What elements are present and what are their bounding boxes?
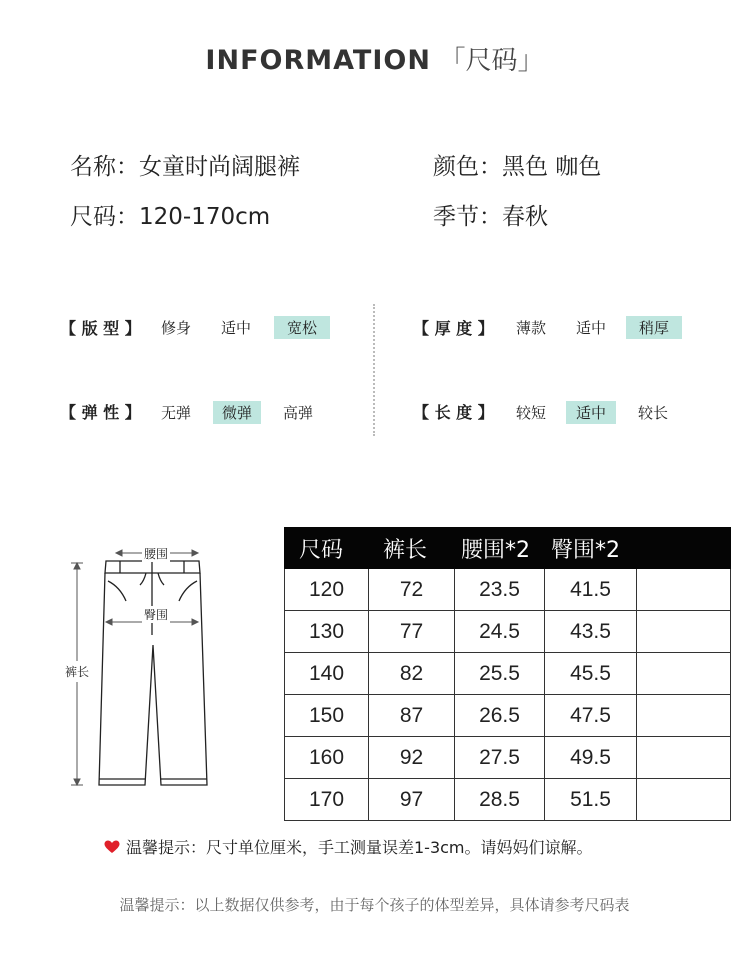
table-row: [285, 569, 731, 611]
attr-stretch-label: 【 弹 性 】: [60, 403, 141, 422]
product-name: 名称：女童时尚阔腿裤: [70, 154, 300, 180]
table-header-hip: 臀围*2: [545, 528, 637, 569]
table-cell: 25.5: [455, 653, 545, 695]
table-cell: 150: [285, 695, 369, 737]
table-cell: 87: [369, 695, 455, 737]
heart-icon: [104, 840, 120, 854]
table-header-length: 裤长: [369, 528, 455, 569]
attr-length-option-short: 较短: [516, 404, 547, 422]
table-cell: [637, 737, 731, 779]
table-cell: 24.5: [455, 611, 545, 653]
table-cell: 28.5: [455, 779, 545, 821]
attr-fit-label: 【 版 型 】: [60, 319, 141, 338]
attr-length-label: 【 长 度 】: [413, 403, 494, 422]
title-bracket-open: 「: [439, 46, 466, 76]
table-header-row: [285, 528, 731, 569]
attr-thickness-label: 【 厚 度 】: [413, 319, 494, 338]
table-cell: 49.5: [545, 737, 637, 779]
table-cell: 160: [285, 737, 369, 779]
table-cell: 170: [285, 779, 369, 821]
table-cell: [637, 779, 731, 821]
page-title: INFORMATION 「尺码」: [205, 45, 544, 76]
table-cell: 51.5: [545, 779, 637, 821]
table-cell: 140: [285, 653, 369, 695]
attr-stretch-option-high: 高弹: [283, 404, 314, 422]
attr-stretch-option-none: 无弹: [161, 404, 192, 422]
diagram-hip-label: 臀围: [144, 608, 169, 622]
page-subtitle: 尺码: [465, 46, 518, 76]
table-row: [285, 611, 731, 653]
diagram-waist-label: 腰围: [144, 547, 169, 561]
size-tip-note: 温馨提示：尺寸单位厘米，手工测量误差1-3cm。请妈妈们谅解。: [126, 838, 593, 857]
table-cell: 23.5: [455, 569, 545, 611]
product-season: 季节：春秋: [433, 204, 548, 230]
table-cell: [637, 695, 731, 737]
table-cell: [637, 653, 731, 695]
attr-divider: [373, 304, 375, 436]
size-table: [284, 527, 731, 821]
table-row: [285, 779, 731, 821]
table-cell: 43.5: [545, 611, 637, 653]
table-cell: 77: [369, 611, 455, 653]
attr-length-option-long: 较长: [638, 404, 669, 422]
product-color: 颜色：黑色 咖色: [433, 154, 602, 180]
attr-thickness-option-thin: 薄款: [516, 319, 547, 337]
table-cell: 41.5: [545, 569, 637, 611]
table-cell: 27.5: [455, 737, 545, 779]
table-cell: [637, 611, 731, 653]
table-cell: 92: [369, 737, 455, 779]
attr-thickness-option-thick: 稍厚: [626, 316, 682, 339]
table-cell: 26.5: [455, 695, 545, 737]
attr-fit-option-slim: 修身: [161, 319, 192, 337]
attr-fit-option-regular: 适中: [221, 319, 252, 337]
attr-thickness-option-regular: 适中: [576, 319, 607, 337]
table-row: [285, 737, 731, 779]
table-cell: 47.5: [545, 695, 637, 737]
attr-length-option-regular: 适中: [566, 401, 616, 424]
table-cell: 45.5: [545, 653, 637, 695]
table-cell: 130: [285, 611, 369, 653]
table-cell: 97: [369, 779, 455, 821]
title-bracket-close: 」: [517, 46, 544, 76]
diagram-length-label: 裤长: [64, 661, 90, 682]
table-row: [285, 695, 731, 737]
table-header-waist: 腰围*2: [455, 528, 545, 569]
attr-fit-option-loose: 宽松: [274, 316, 330, 339]
table-header-size: 尺码: [285, 528, 369, 569]
product-size: 尺码：120-170cm: [70, 204, 271, 230]
table-cell: [637, 569, 731, 611]
table-header-empty: [637, 528, 731, 569]
footer-note: 温馨提示：以上数据仅供参考，由于每个孩子的体型差异，具体请参考尺码表: [119, 896, 630, 914]
table-cell: 120: [285, 569, 369, 611]
table-cell: 72: [369, 569, 455, 611]
table-row: [285, 653, 731, 695]
attr-stretch-option-slight: 微弹: [213, 401, 261, 424]
table-cell: 82: [369, 653, 455, 695]
